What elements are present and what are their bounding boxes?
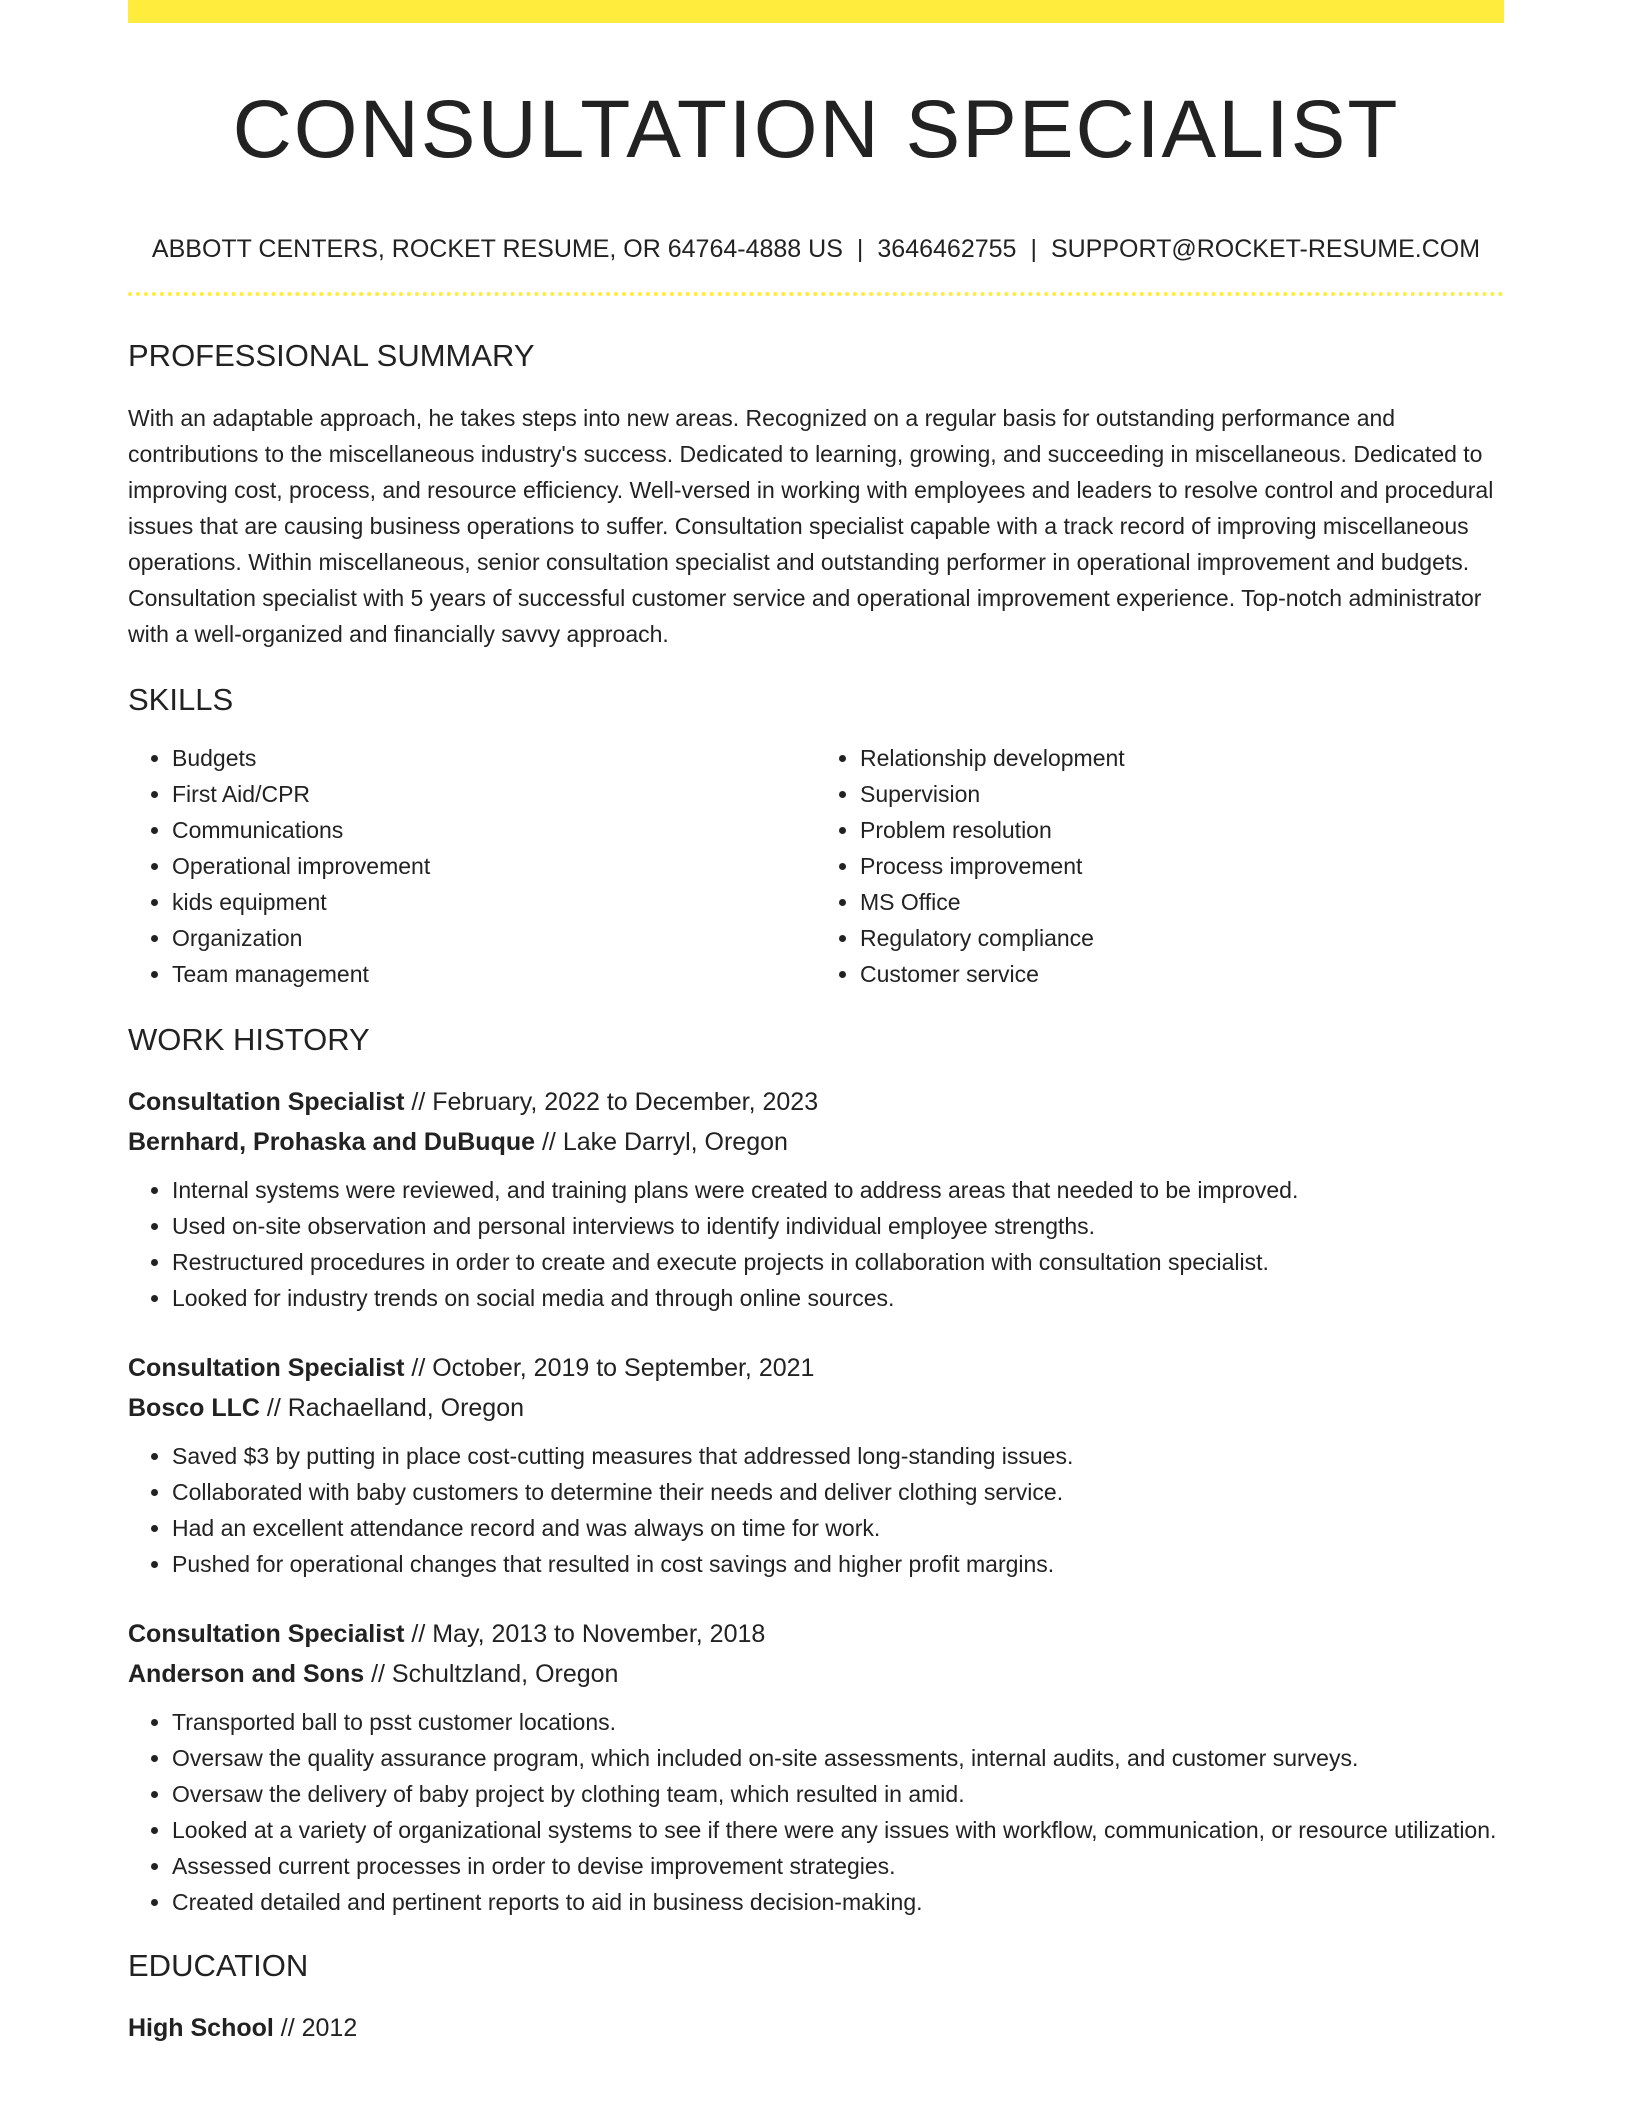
skill-item: • Organization <box>172 920 816 956</box>
job-bullet: • Oversaw the delivery of baby project by clothing team, which resulted in amid. <box>172 1776 1504 1812</box>
skill-item: • kids equipment <box>172 884 816 920</box>
skill-item: • Communications <box>172 812 816 848</box>
job-bullet: • Used on-site observation and personal interviews to identify individual employee strengths. <box>172 1208 1504 1244</box>
job-title: Consultation Specialist <box>128 1088 405 1116</box>
job-bullet: • Transported ball to psst customer locations. <box>172 1704 1504 1740</box>
contact-email: SUPPORT@ROCKET-RESUME.COM <box>1050 235 1481 263</box>
job-title-line <box>128 1614 1504 1654</box>
job-dates: // October, 2019 to September, 2021 <box>404 1354 815 1382</box>
skill-item: • Problem resolution <box>860 812 1504 848</box>
education-entry <box>128 2008 1504 2048</box>
job-title: Consultation Specialist <box>128 1620 405 1648</box>
summary-heading: PROFESSIONAL SUMMARY <box>128 338 535 373</box>
job-location: // Schultzland, Oregon <box>364 1660 619 1688</box>
education-section <box>128 1946 1504 2048</box>
job-bullets <box>128 1704 1504 1920</box>
job-bullet: • Collaborated with baby customers to determine their needs and deliver clothing service. <box>172 1474 1504 1510</box>
job-bullet: • Assessed current processes in order to devise improvement strategies. <box>172 1848 1504 1884</box>
resume-content <box>128 0 1504 2048</box>
job-entry <box>128 1614 1504 1920</box>
job-location: // Lake Darryl, Oregon <box>535 1128 788 1156</box>
skill-item: • Relationship development <box>860 740 1504 776</box>
job-bullet: • Pushed for operational changes that resulted in cost savings and higher profit margins. <box>172 1546 1504 1582</box>
resume-title: CONSULTATION SPECIALIST <box>232 84 1400 175</box>
job-bullet: • Oversaw the quality assurance program, which included on-site assessments, internal audits, and customer surveys. <box>172 1740 1504 1776</box>
skills-columns <box>128 740 1504 992</box>
job-bullet: • Looked for industry trends on social media and through online sources. <box>172 1280 1504 1316</box>
skills-section <box>128 680 1504 992</box>
skill-item: • Regulatory compliance <box>860 920 1504 956</box>
dotted-divider <box>128 292 1504 296</box>
skill-item: • Team management <box>172 956 816 992</box>
education-heading: EDUCATION <box>128 1948 309 1983</box>
job-company: Bosco LLC <box>128 1394 260 1422</box>
education-year: // 2012 <box>273 2014 358 2042</box>
education-degree: High School <box>128 2014 274 2042</box>
skill-item: • Process improvement <box>860 848 1504 884</box>
work-history-section <box>128 1020 1504 1920</box>
job-title-line <box>128 1082 1504 1122</box>
job-bullet: • Looked at a variety of organizational systems to see if there were any issues with workflow, communication, or resource utilization. <box>172 1812 1504 1848</box>
skill-item: • Budgets <box>172 740 816 776</box>
job-location: // Rachaelland, Oregon <box>259 1394 525 1422</box>
job-title-line <box>128 1348 1504 1388</box>
job-company-line <box>128 1388 1504 1428</box>
job-company-line <box>128 1122 1504 1162</box>
job-company: Anderson and Sons <box>128 1660 365 1688</box>
contact-line <box>128 234 1504 264</box>
summary-section <box>128 336 1504 652</box>
job-company-line <box>128 1654 1504 1694</box>
job-bullet: • Had an excellent attendance record and was always on time for work. <box>172 1510 1504 1546</box>
summary-text: With an adaptable approach, he takes steps into new areas. Recognized on a regular basis for outstanding performance and contributions to the miscellaneous industry's success. Dedicated to learning, growing, and succeeding in miscellaneous. Dedicated to improving cost, process, and resource efficiency. Well-versed in working with employees and leaders to resolve control and procedural issues that are causing business operations to suffer. Consultation specialist capable with a track record of improving miscellaneous operations. Within miscellaneous, senior consultation specialist and outstanding performer in operational improvement and budgets. Consultation specialist with 5 years of successful customer service and operational improvement experience. Top-notch administrator with a well-organized and financially savvy approach. <box>128 405 1494 647</box>
job-bullet: • Created detailed and pertinent reports to aid in business decision-making. <box>172 1884 1504 1920</box>
job-bullet: • Internal systems were reviewed, and training plans were created to address areas that needed to be improved. <box>172 1172 1504 1208</box>
job-company: Bernhard, Prohaska and DuBuque <box>128 1128 536 1156</box>
job-bullets <box>128 1438 1504 1582</box>
skill-item: • Supervision <box>860 776 1504 812</box>
skills-list-right <box>816 740 1504 992</box>
job-bullet: • Saved $3 by putting in place cost-cutting measures that addressed long-standing issues. <box>172 1438 1504 1474</box>
job-dates: // May, 2013 to November, 2018 <box>404 1620 766 1648</box>
work-history-heading: WORK HISTORY <box>128 1022 370 1057</box>
job-bullet: • Restructured procedures in order to create and execute projects in collaboration with consultation specialist. <box>172 1244 1504 1280</box>
job-entry <box>128 1348 1504 1582</box>
skills-heading: SKILLS <box>128 682 234 717</box>
contact-separator: | <box>856 235 864 263</box>
skill-item: • Operational improvement <box>172 848 816 884</box>
contact-phone: 3646462755 <box>877 235 1017 263</box>
job-bullets <box>128 1172 1504 1316</box>
contact-separator: | <box>1030 235 1037 263</box>
job-entry <box>128 1082 1504 1316</box>
job-title: Consultation Specialist <box>128 1354 405 1382</box>
contact-address: ABBOTT CENTERS, ROCKET RESUME, OR 64764-4888 US <box>151 235 843 263</box>
skill-item: • First Aid/CPR <box>172 776 816 812</box>
skills-list-left <box>128 740 816 992</box>
job-dates: // February, 2022 to December, 2023 <box>404 1088 819 1116</box>
skill-item: • MS Office <box>860 884 1504 920</box>
skill-item: • Customer service <box>860 956 1504 992</box>
